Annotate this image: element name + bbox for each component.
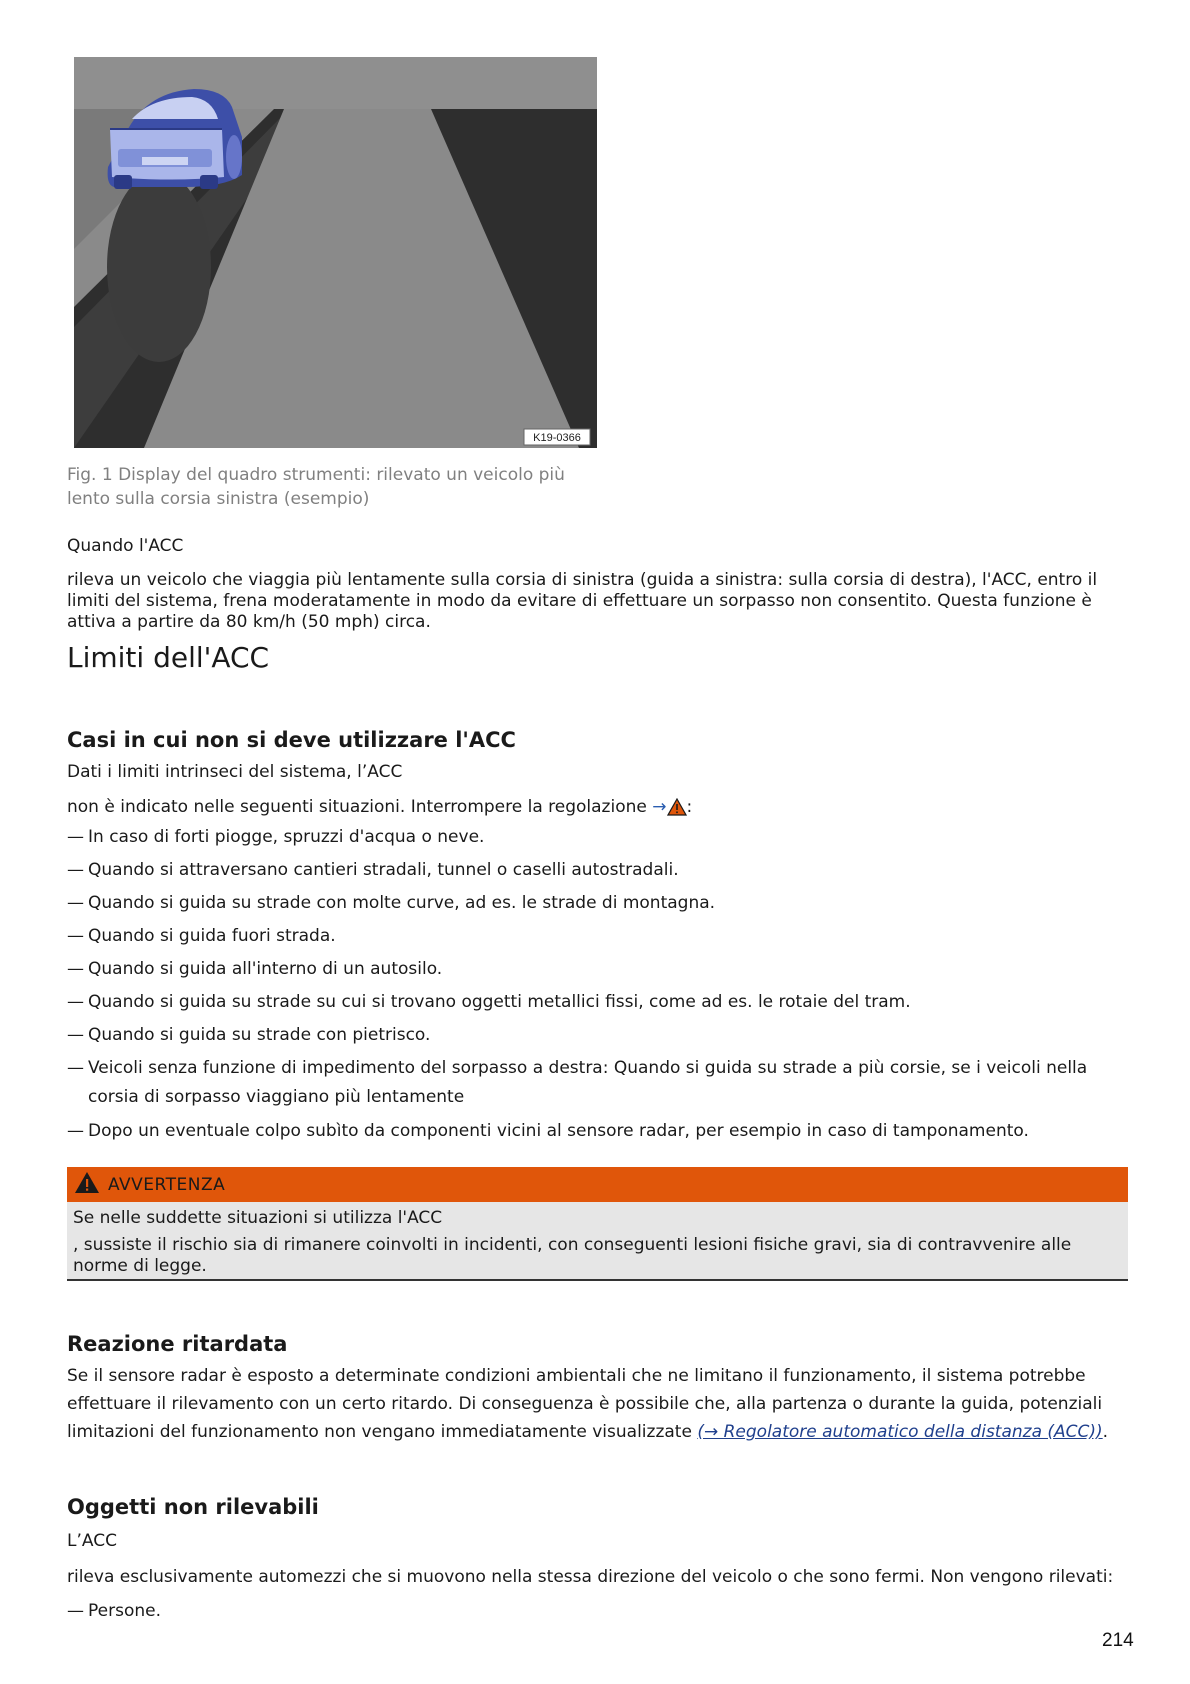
list-dash: — [67, 827, 84, 847]
reference-arrow[interactable]: → [652, 797, 667, 817]
list-item-text: Quando si guida all'interno di un autosilo. [88, 959, 443, 979]
list-dash: — [67, 992, 84, 1012]
list-item [67, 1117, 1127, 1146]
list-dash: — [67, 1058, 84, 1078]
figure-code: K19-0366 [533, 432, 581, 444]
warning-icon [74, 1171, 100, 1199]
oggetti-title: Oggetti non rilevabili [67, 1495, 319, 1519]
intro-lead: Quando l'ACC [67, 536, 184, 556]
list-item [67, 955, 1127, 984]
warning-label: AVVERTENZA [108, 1174, 226, 1195]
section-title: Limiti dell'ACC [67, 641, 270, 674]
oggetti-text: rileva esclusivamente automezzi che si muovono nella stessa direzione del veicolo o che sono fermi. Non vengono rilevati: [67, 1567, 1114, 1587]
list-item [67, 1054, 1127, 1112]
list-item-text: Veicoli senza funzione di impedimento del sorpasso a destra: Quando si guida su strade a più corsie, se i veicoli nella corsia di sorpasso viaggiano più lentamente [88, 1058, 1088, 1107]
list-item-text: Persone. [88, 1601, 161, 1621]
list-item-text: In caso di forti piogge, spruzzi d'acqua o neve. [88, 827, 485, 847]
reazione-paragraph [67, 1362, 1127, 1446]
list-item-text: Dopo un eventuale colpo subìto da componenti vicini al sensore radar, per esempio in caso di tamponamento. [88, 1121, 1029, 1141]
list-item [67, 856, 1127, 885]
list-dash: — [67, 1025, 84, 1045]
reazione-end: . [1102, 1422, 1109, 1442]
cluster-display-illustration [74, 57, 597, 448]
reazione-text: Se il sensore radar è esposto a determinate condizioni ambientali che ne limitano il funzionamento, il sistema potrebbe effettuare il rilevamento con un certo ritardo. Di conseguenza è possibile che, alla partenza o durante la guida, potenziali limitazioni del funzionamento non vengano immediatamente visualizzate [67, 1366, 1103, 1442]
warning-line1: Se nelle suddette situazioni si utilizza l'ACC [73, 1208, 443, 1228]
intro-paragraph: rileva un veicolo che viaggia più lentamente sulla corsia di sinistra (guida a sinistra: sulla corsia di destra), l'ACC, entro il limiti del sistema, frena moderatamente in modo da evitare di effettuare un sorpasso non consentito. Questa funzione è attiva a partire da 80 km/h (50 mph) circa. [67, 570, 1098, 632]
list-dash: — [67, 926, 84, 946]
list-dash: — [67, 860, 84, 880]
oggetti-lead: L’ACC [67, 1531, 117, 1551]
warning-body [67, 1202, 1128, 1281]
list-item [67, 1021, 1127, 1050]
casi-intro [67, 797, 1127, 822]
figure-caption [67, 463, 587, 511]
warning-box [67, 1167, 1128, 1281]
page-number: 214 [1102, 1630, 1134, 1651]
list-item [67, 988, 1127, 1017]
casi-intro-colon: : [686, 797, 693, 817]
list-dash: — [67, 959, 84, 979]
reazione-title: Reazione ritardata [67, 1332, 288, 1356]
warning-line2: , sussiste il rischio sia di rimanere coinvolti in incidenti, con conseguenti lesioni fisiche gravi, sia di contravvenire alle norme di legge. [73, 1235, 1072, 1276]
casi-intro-text: non è indicato nelle seguenti situazioni. Interrompere la regolazione [67, 797, 647, 817]
casi-title: Casi in cui non si deve utilizzare l'ACC [67, 728, 516, 752]
list-dash: — [67, 893, 84, 913]
list-item [67, 889, 1127, 918]
list-item-text: Quando si attraversano cantieri stradali, tunnel o caselli autostradali. [88, 860, 679, 880]
warning-triangle-icon[interactable] [667, 798, 687, 822]
list-dash: — [67, 1121, 84, 1141]
list-item-text: Quando si guida su strade con pietrisco. [88, 1025, 431, 1045]
figure-caption-line1: Fig. 1 Display del quadro strumenti: rilevato un veicolo più [67, 465, 565, 485]
warning-header [67, 1167, 1128, 1202]
list-item [67, 1597, 1127, 1626]
list-dash: — [67, 1601, 84, 1621]
figure-cluster-display [74, 57, 597, 448]
acc-chapter-link[interactable]: (→ Regolatore automatico della distanza (ACC)) [697, 1422, 1103, 1442]
list-item-text: Quando si guida su strade con molte curve, ad es. le strade di montagna. [88, 893, 716, 913]
casi-lead: Dati i limiti intrinseci del sistema, l’ACC [67, 762, 403, 782]
list-item-text: Quando si guida fuori strada. [88, 926, 336, 946]
list-item [67, 922, 1127, 951]
figure-caption-line2: lento sulla corsia sinistra (esempio) [67, 489, 370, 509]
list-item [67, 823, 1127, 852]
list-item-text: Quando si guida su strade su cui si trovano oggetti metallici fissi, come ad es. le rotaie del tram. [88, 992, 911, 1012]
